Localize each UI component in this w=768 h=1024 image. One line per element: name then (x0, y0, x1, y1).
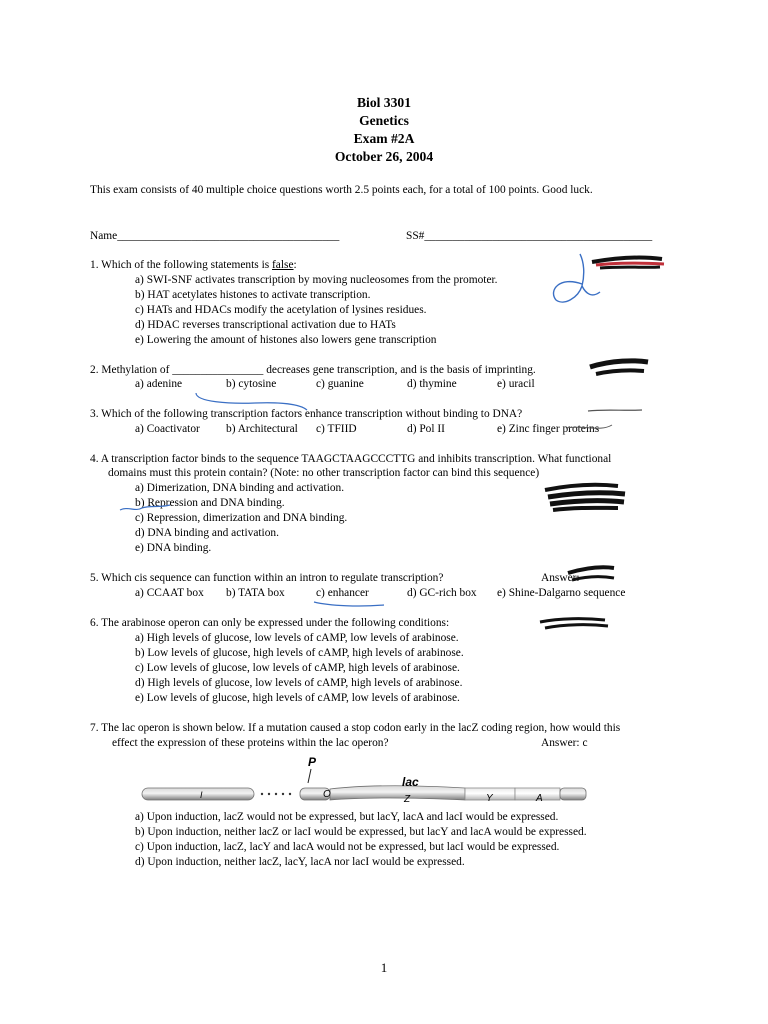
gene-i-label: I (200, 790, 203, 800)
page-number: 1 (380, 960, 388, 975)
question-3-option-c: c) TFIID (316, 423, 357, 435)
question-7-option-d: d) Upon induction, neither lacZ, lacY, lacA nor lacI would be expressed. (135, 856, 465, 868)
gene-a-label: A (536, 793, 543, 804)
question-7-stem-line2: effect the expression of these proteins within the lac operon? (112, 737, 389, 749)
question-1-option-a: a) SWI-SNF activates transcription by moving nucleosomes from the promoter. (135, 274, 498, 286)
question-5-pen-underline (314, 602, 384, 606)
question-4-stem: 4. A transcription factor binds to the sequence TAAGCTAAGCCCTTG and inhibits transcription. What functional (90, 453, 612, 465)
question-6-option-d: d) High levels of glucose, low levels of cAMP, high levels of arabinose. (135, 677, 463, 689)
question-7-option-a: a) Upon induction, lacZ would not be expressed, but lacY, lacA and lacI would be expressed. (135, 811, 559, 823)
question-2-option-c: c) guanine (316, 378, 364, 390)
question-1-option-d: d) HDAC reverses transcriptional activation due to HATs (135, 319, 396, 331)
question-5-option-e: e) Shine-Dalgarno sequence (497, 587, 626, 599)
question-5-option-c: c) enhancer (316, 587, 369, 599)
name-field: Name_______________________________________ (90, 230, 340, 242)
question-5-answer-redaction (568, 567, 614, 580)
question-4-answer-redaction (545, 485, 625, 510)
exam-date: October 26, 2004 (334, 149, 434, 164)
question-7-option-b: b) Upon induction, neither lacZ or lacI would be expressed, but lacY and lacA would be expressed. (135, 826, 587, 838)
question-1-stem-post: : (293, 259, 297, 271)
question-5-option-b: b) TATA box (226, 587, 285, 599)
lac-label: lac (402, 775, 419, 789)
question-2-answer-redaction (590, 361, 648, 374)
question-1-option-b: b) HAT acetylates histones to activate transcription. (135, 289, 371, 301)
question-2-option-d: d) thymine (407, 378, 457, 390)
question-7-stem: 7. The lac operon is shown below. If a mutation caused a stop codon early in the lacZ coding region, how would this (90, 722, 621, 734)
question-2-option-b: b) cytosine (226, 378, 277, 390)
course-subject: Genetics (359, 113, 409, 128)
question-2-option-e: e) uracil (497, 378, 535, 390)
gene-o-label: O (323, 789, 331, 800)
question-2-option-a: a) adenine (135, 378, 183, 390)
question-2-stem: 2. Methylation of ________________ decreases gene transcription, and is the basis of imprinting. (90, 364, 536, 376)
question-7-option-c: c) Upon induction, lacZ, lacY and lacA would not be expressed, but lacI would be expressed. (135, 841, 560, 853)
question-3-option-d: d) Pol II (407, 423, 445, 435)
question-3-stem: 3. Which of the following transcription factors enhance transcription without binding to DNA? (90, 408, 523, 420)
gene-z-label: Z (404, 794, 411, 805)
question-1-stem-emph: false (272, 259, 294, 271)
question-1-option-e: e) Lowering the amount of histones also lowers gene transcription (135, 334, 437, 346)
question-6-option-c: c) Low levels of glucose, low levels of cAMP, high levels of arabinose. (135, 662, 460, 674)
question-6-option-e: e) Low levels of glucose, high levels of cAMP, low levels of arabinose. (135, 692, 460, 704)
question-3-answer-strike (588, 410, 642, 411)
question-6-option-b: b) Low levels of glucose, high levels of cAMP, high levels of arabinose. (135, 647, 464, 659)
question-4-option-e: e) DNA binding. (135, 542, 212, 554)
question-5-option-a: a) CCAAT box (135, 587, 204, 599)
promoter-label: P (308, 755, 317, 769)
question-3-option-a: a) Coactivator (135, 423, 200, 435)
question-4-option-c: c) Repression, dimerization and DNA binding. (135, 512, 348, 524)
question-1-stem-pre: 1. Which of the following statements is (90, 259, 273, 271)
gene-y-label: Y (486, 793, 493, 804)
question-4-option-d: d) DNA binding and activation. (135, 527, 279, 539)
course-code: Biol 3301 (356, 95, 411, 110)
exam-title: Exam #2A (353, 131, 415, 146)
question-4-option-a: a) Dimerization, DNA binding and activation. (135, 482, 345, 494)
question-6-answer-redaction (540, 619, 608, 628)
question-6-stem: 6. The arabinose operon can only be expressed under the following conditions: (90, 617, 450, 629)
question-5-stem: 5. Which cis sequence can function within an intron to regulate transcription? (90, 572, 444, 584)
ss-field: SS#________________________________________ (406, 230, 653, 242)
question-5-option-d: d) GC-rich box (407, 587, 477, 599)
question-3-option-e: e) Zinc finger proteins (497, 423, 600, 435)
question-1-option-c: c) HATs and HDACs modify the acetylation of lysines residues. (135, 304, 427, 316)
question-5-answer-label: Answer: (541, 572, 580, 584)
question-6-option-a: a) High levels of glucose, low levels of cAMP, low levels of arabinose. (135, 632, 459, 644)
question-3-option-strike (566, 425, 612, 428)
question-1-answer-redaction (592, 258, 664, 268)
question-3-option-b: b) Architectural (226, 423, 298, 435)
question-4-pen-mark (120, 505, 170, 510)
question-4-option-b: b) Repression and DNA binding. (135, 497, 285, 509)
exam-intro: This exam consists of 40 multiple choice questions worth 2.5 points each, for a total of 100 points. Good luck. (90, 184, 593, 196)
question-4-stem-line2: domains must this protein contain? (Note: no other transcription factor can bind this sequence) (108, 467, 540, 479)
question-7-answer: Answer: c (541, 737, 588, 749)
question-2-pen-underline (196, 393, 307, 410)
